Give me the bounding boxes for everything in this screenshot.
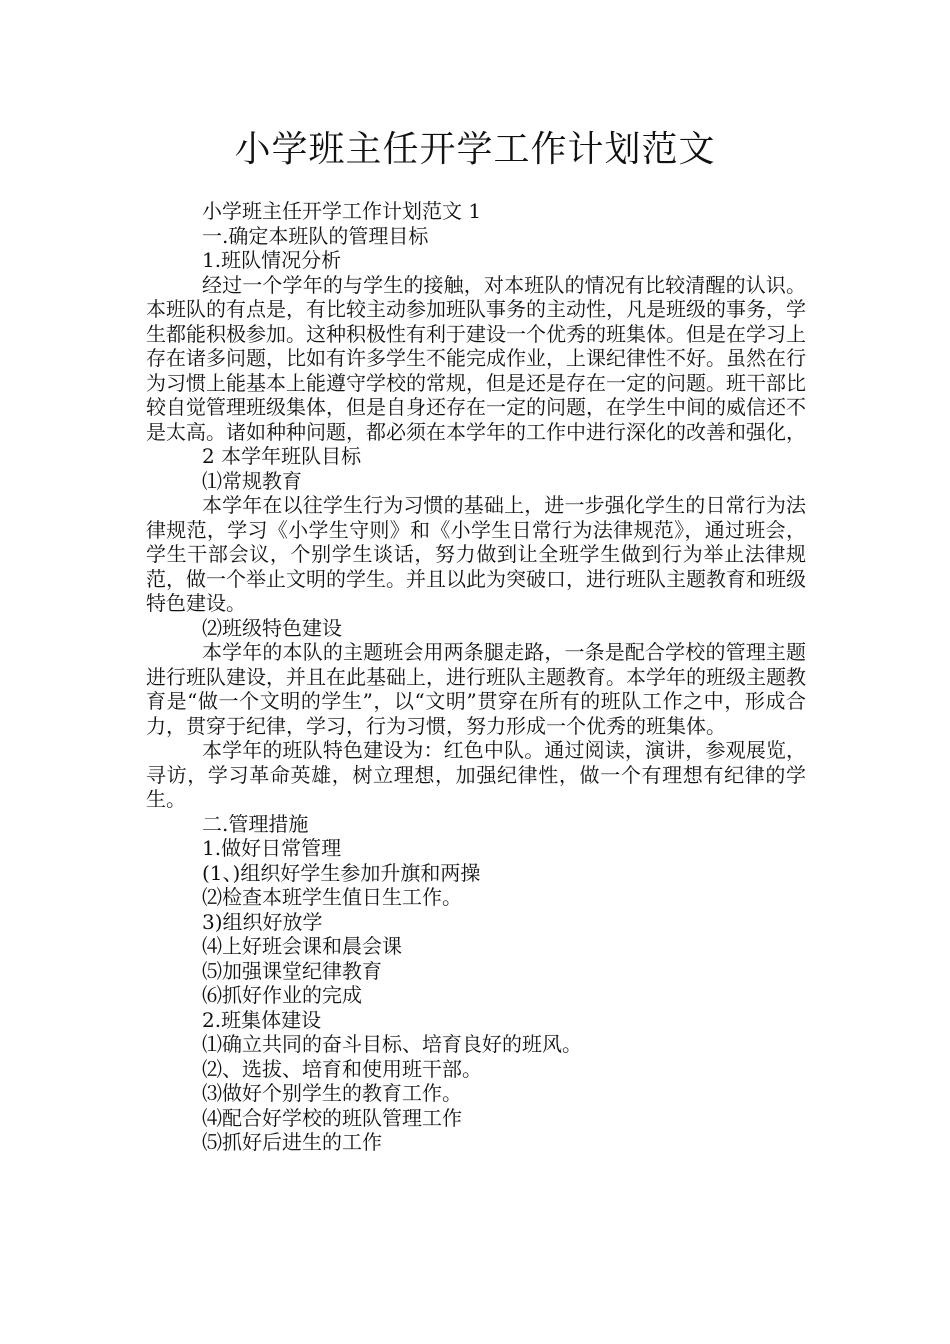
list-item: 3)组织好放学	[202, 909, 323, 934]
document-title: 小学班主任开学工作计划范文	[234, 129, 716, 170]
list-item: ⑶做好个别学生的教育工作。	[202, 1081, 462, 1105]
list-item: ⑸加强课堂纪律教育	[202, 958, 382, 983]
list-item: ⑷上好班会课和晨会课	[202, 934, 402, 958]
list-item: ⑴确立共同的奋斗目标、培育良好的班风。	[202, 1032, 582, 1056]
section-heading: ⑵班级特色建设	[202, 615, 342, 640]
paragraph: 本学年的本队的主题班会用两条腿走路，一条是配合学校的管理主题进行班队建设，并且在此基础上，进行班队主题教育。本学年的班级主题教育是“做一个文明的学生”，以“文明”贯穿在所有的班队工作之中，形成合力，贯穿于纪律，学习，行为习惯，努力形成一个优秀的班集体。	[146, 640, 806, 738]
list-item: ⑵检查本班学生值日生工作。	[202, 885, 462, 909]
paragraph: 本学年的班队特色建设为：红色中队。通过阅读，演讲，参观展览，寻访，学习革命英雄，树立理想，加强纪律性，做一个有理想有纪律的学生。	[146, 738, 806, 811]
section-heading: 2 本学年班队目标	[202, 444, 362, 468]
section-heading: 2.班集体建设	[202, 1007, 322, 1032]
paragraph: 经过一个学年的与学生的接触，对本班队的情况有比较清醒的认识。本班队的有点是，有比较主动参加班队事务的主动性，凡是班级的事务，学生都能积极参加。这种积极性有利于建设一个优秀的班集体。但是在学习上存在诸多问题，比如有许多学生不能完成作业，上课纪律性不好。虽然在行为习惯上能基本上能遵守学校的常规，但是还是存在一定的问题。班干部比较自觉管理班级集体，但是自身还存在一定的问题，在学生中间的威信还不是太高。诸如种种问题，都必须在本学年的工作中进行深化的改善和强化，	[146, 272, 806, 444]
paragraph: 本学年在以往学生行为习惯的基础上，进一步强化学生的日常行为法律规范，学习《小学生守则》和《小学生日常行为法律规范》，通过班会，学生干部会议，个别学生谈话，努力做到让全班学生做到行为举止法律规范，做一个举止文明的学生。并且以此为突破口，进行班队主题教育和班级特色建设。	[146, 493, 806, 615]
section-heading: 一.确定本班队的管理目标	[202, 223, 429, 248]
list-item: ⑹抓好作业的完成	[202, 983, 362, 1007]
section-heading: 1.做好日常管理	[202, 836, 342, 860]
list-item: ⑷配合好学校的班队管理工作	[202, 1105, 462, 1130]
document-body	[146, 199, 806, 1155]
list-item: ⑵、选拔、培育和使用班干部。	[202, 1056, 482, 1081]
list-item: ⑸抓好后进生的工作	[202, 1130, 382, 1154]
section-heading: 1.班队情况分析	[202, 248, 342, 272]
section-heading: ⑴常规教育	[202, 468, 302, 493]
list-item: (1、)组织好学生参加升旗和两操	[202, 860, 481, 885]
section-heading: 小学班主任开学工作计划范文 1	[202, 199, 482, 223]
section-heading: 二.管理措施	[202, 811, 309, 836]
